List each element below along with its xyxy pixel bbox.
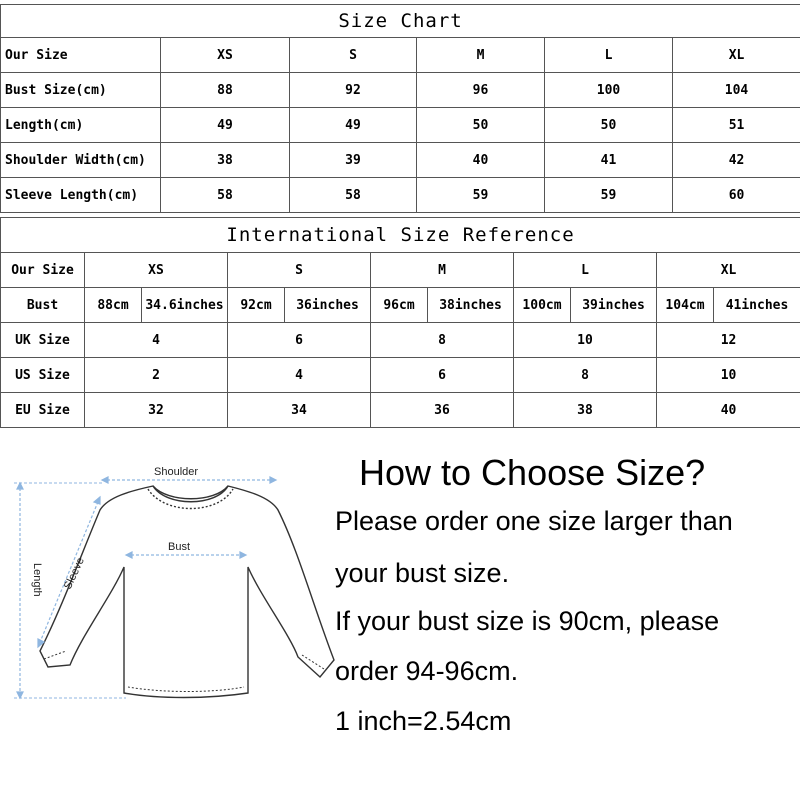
size-header-cell: M [417, 38, 545, 73]
table-cell: 49 [290, 108, 417, 143]
size-chart-table [0, 4, 800, 213]
bust-inches-cell: 34.6inches [142, 288, 228, 323]
table-cell: 2 [85, 358, 228, 393]
bust-inches-cell: 39inches [571, 288, 657, 323]
table-cell: 51 [673, 108, 800, 143]
bust-inches-cell: 36inches [285, 288, 371, 323]
bust-inches-cell: 38inches [428, 288, 514, 323]
bust-label: Bust [168, 541, 191, 553]
table-cell: 59 [417, 178, 545, 213]
table-cell: 36 [371, 393, 514, 428]
international-title-row [1, 218, 800, 253]
size-header-cell: L [514, 253, 657, 288]
size-chart-title-row [1, 5, 800, 38]
table-cell: 96 [417, 73, 545, 108]
row-label: Our Size [1, 253, 85, 288]
table-cell: 8 [514, 358, 657, 393]
size-header-cell: XS [161, 38, 290, 73]
table-row [1, 73, 800, 108]
international-header-row [1, 253, 800, 288]
bust-cm-cell: 104cm [657, 288, 714, 323]
table-row [1, 178, 800, 213]
table-cell: 40 [657, 393, 800, 428]
instruction-line: your bust size. [335, 558, 510, 588]
instruction-line: 1 inch=2.54cm [335, 706, 512, 736]
arrow-down-icon [17, 692, 23, 698]
table-cell: 8 [371, 323, 514, 358]
size-header-cell: L [545, 38, 673, 73]
table-cell: 92 [290, 73, 417, 108]
arrow-left-icon [126, 552, 132, 558]
instruction-line: If your bust size is 90cm, please [335, 606, 720, 636]
row-label: Our Size [1, 38, 161, 73]
table-cell: 50 [545, 108, 673, 143]
size-header-cell: XL [673, 38, 800, 73]
international-title: International Size Reference [1, 218, 800, 253]
table-cell: 39 [290, 143, 417, 178]
table-cell: 88 [161, 73, 290, 108]
size-header-cell: XL [657, 253, 800, 288]
shoulder-label: Shoulder [154, 466, 199, 478]
arrow-right-icon [270, 477, 276, 483]
table-cell: 40 [417, 143, 545, 178]
arrow-up-icon [94, 497, 100, 504]
table-cell: 6 [371, 358, 514, 393]
table-cell: 50 [417, 108, 545, 143]
row-label: EU Size [1, 393, 85, 428]
table-cell: 59 [545, 178, 673, 213]
table-cell: 58 [161, 178, 290, 213]
instruction-line: order 94-96cm. [335, 656, 519, 686]
arrow-right-icon [240, 552, 246, 558]
table-cell: 32 [85, 393, 228, 428]
bust-inches-cell: 41inches [714, 288, 800, 323]
arrow-left-icon [102, 477, 108, 483]
size-chart-title: Size Chart [1, 5, 800, 38]
sleeve-label: Sleeve [61, 555, 87, 592]
table-cell: 12 [657, 323, 800, 358]
bust-cm-cell: 88cm [85, 288, 142, 323]
table-cell: 10 [514, 323, 657, 358]
table-cell: 34 [228, 393, 371, 428]
size-header-cell: S [290, 38, 417, 73]
row-label: Shoulder Width(cm) [1, 143, 161, 178]
table-cell: 10 [657, 358, 800, 393]
table-cell: 104 [673, 73, 800, 108]
bust-cm-cell: 100cm [514, 288, 571, 323]
bust-cm-cell: 92cm [228, 288, 285, 323]
table-cell: 38 [161, 143, 290, 178]
size-chart-header-row [1, 38, 800, 73]
table-row [1, 323, 800, 358]
table-cell: 60 [673, 178, 800, 213]
table-cell: 42 [673, 143, 800, 178]
bust-row [1, 288, 800, 323]
table-row [1, 358, 800, 393]
size-header-cell: XS [85, 253, 228, 288]
shirt-measurement-diagram [8, 455, 338, 720]
row-label: Length(cm) [1, 108, 161, 143]
measurement-lines [14, 477, 276, 698]
international-size-table [0, 217, 800, 428]
row-label: US Size [1, 358, 85, 393]
table-cell: 4 [228, 358, 371, 393]
table-row [1, 143, 800, 178]
table-cell: 6 [228, 323, 371, 358]
size-header-cell: M [371, 253, 514, 288]
size-header-cell: S [228, 253, 371, 288]
table-row [1, 393, 800, 428]
table-cell: 49 [161, 108, 290, 143]
bust-cm-cell: 96cm [371, 288, 428, 323]
how-to-title: How to Choose Size? [359, 452, 706, 493]
table-cell: 41 [545, 143, 673, 178]
table-cell: 58 [290, 178, 417, 213]
arrow-up-icon [17, 483, 23, 489]
table-cell: 4 [85, 323, 228, 358]
table-cell: 38 [514, 393, 657, 428]
length-label: Length [31, 563, 43, 597]
table-row [1, 108, 800, 143]
row-label: Bust [1, 288, 85, 323]
row-label: Sleeve Length(cm) [1, 178, 161, 213]
table-cell: 100 [545, 73, 673, 108]
shirt-outline-icon [40, 486, 334, 698]
instruction-line: Please order one size larger than [335, 506, 733, 536]
row-label: UK Size [1, 323, 85, 358]
row-label: Bust Size(cm) [1, 73, 161, 108]
